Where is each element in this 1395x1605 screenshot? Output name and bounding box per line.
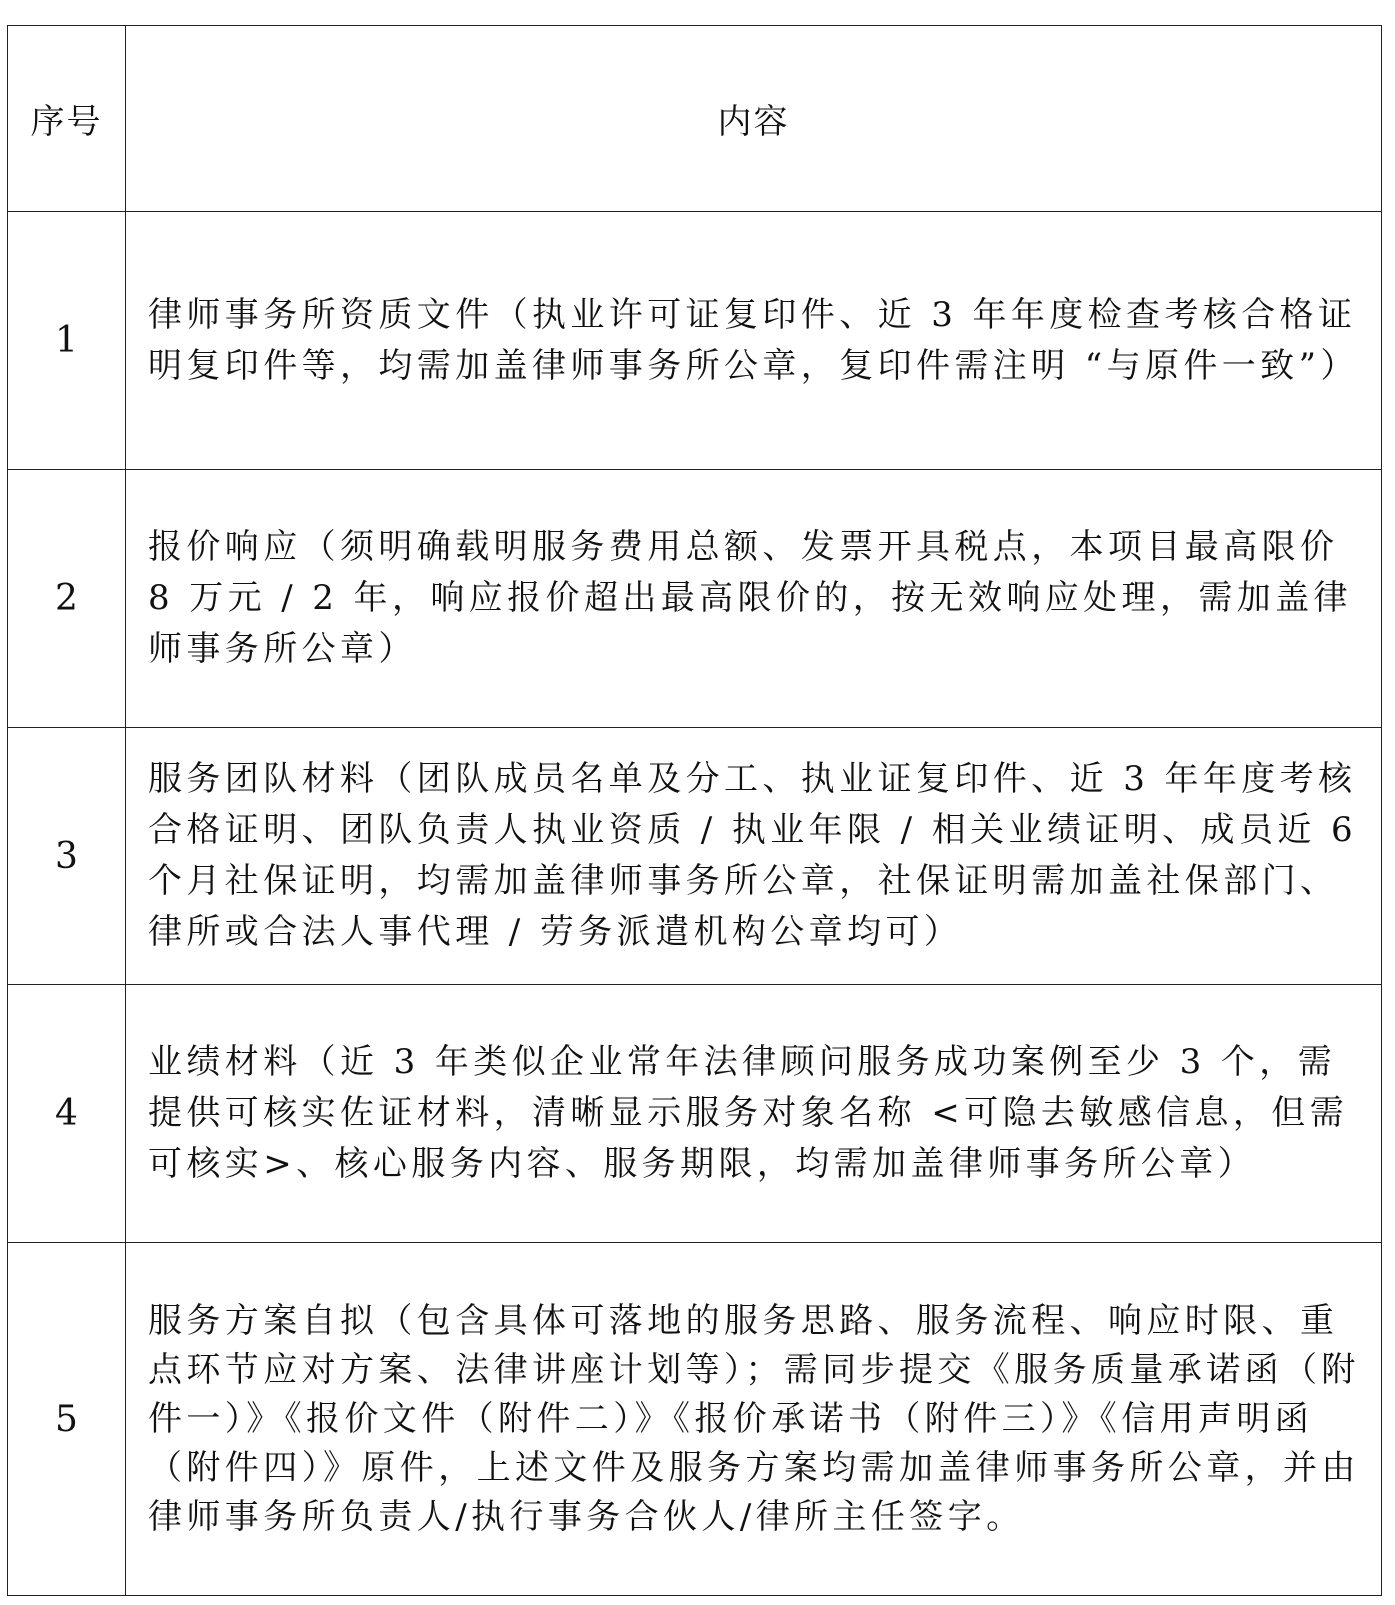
table-row bbox=[8, 985, 1382, 1243]
table-row bbox=[8, 1243, 1382, 1596]
row-number: 3 bbox=[8, 728, 126, 985]
row-content: 业绩材料（近 3 年类似企业常年法律顾问服务成功案例至少 3 个，需提供可核实佐证材料，清晰显示服务对象名称 <可隐去敏感信息，但需可核实>、核心服务内容、服务期限，均需加盖律师事务所公章） bbox=[126, 985, 1382, 1243]
table-row bbox=[8, 470, 1382, 728]
row-number: 4 bbox=[8, 985, 126, 1243]
row-content: 服务方案自拟（包含具体可落地的服务思路、服务流程、响应时限、重点环节应对方案、法律讲座计划等）；需同步提交《服务质量承诺函（附件一）》《报价文件（附件二）》《报价承诺书（附件三）》《信用声明函（附件四）》原件，上述文件及服务方案均需加盖律师事务所公章，并由律师事务所负责人/执行事务合伙人/律所主任签字。 bbox=[126, 1243, 1382, 1596]
row-number: 5 bbox=[8, 1243, 126, 1596]
requirements-table bbox=[7, 25, 1382, 1596]
table-header-row bbox=[8, 26, 1382, 212]
row-content: 服务团队材料（团队成员名单及分工、执业证复印件、近 3 年年度考核合格证明、团队负责人执业资质 / 执业年限 / 相关业绩证明、成员近 6 个月社保证明，均需加盖律师事务所公章，社保证明需加盖社保部门、律所或合法人事代理 / 劳务派遣机构公章均可） bbox=[126, 728, 1382, 985]
row-number: 1 bbox=[8, 212, 126, 470]
table-row bbox=[8, 728, 1382, 985]
row-content: 律师事务所资质文件（执业许可证复印件、近 3 年年度检查考核合格证明复印件等，均需加盖律师事务所公章，复印件需注明 “与原件一致”） bbox=[126, 212, 1382, 470]
row-number: 2 bbox=[8, 470, 126, 728]
header-number: 序号 bbox=[8, 26, 126, 212]
row-content: 报价响应（须明确载明服务费用总额、发票开具税点，本项目最高限价 8 万元 / 2 年，响应报价超出最高限价的，按无效响应处理，需加盖律师事务所公章） bbox=[126, 470, 1382, 728]
table-row bbox=[8, 212, 1382, 470]
header-content: 内容 bbox=[126, 26, 1382, 212]
